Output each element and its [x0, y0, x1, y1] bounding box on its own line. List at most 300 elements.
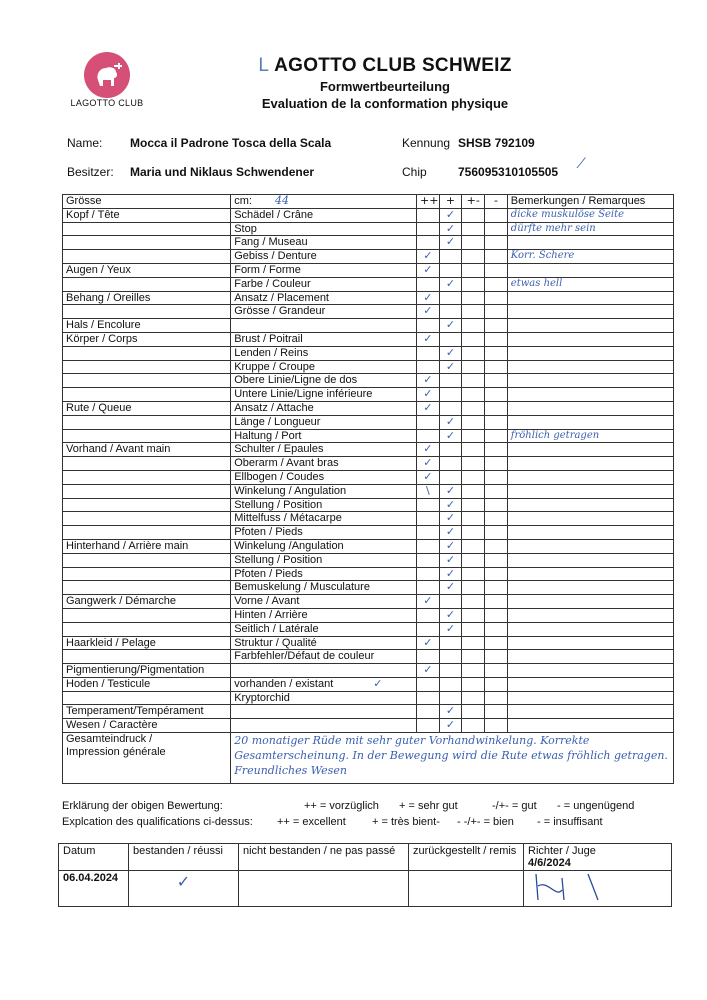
remark-cell: [507, 553, 673, 567]
criterion-cell: Mittelfuss / Métacarpe: [231, 512, 417, 526]
category-cell: Haarkleid / Pelage: [63, 636, 231, 650]
mark-good: [462, 567, 485, 581]
table-row: [63, 512, 674, 526]
deferred-label: zurückgestellt / remis: [409, 844, 524, 871]
mark-insufficient: [485, 595, 508, 609]
criterion-cell: Farbe / Couleur: [231, 277, 417, 291]
table-row: [63, 498, 674, 512]
remark-cell: [507, 595, 673, 609]
mark-excellent: [416, 512, 439, 526]
category-cell: [63, 236, 231, 250]
table-row: [63, 595, 674, 609]
mark-very-good: [439, 664, 462, 678]
failed-cell: [239, 871, 409, 907]
table-row: [63, 401, 674, 415]
remark-cell: [507, 291, 673, 305]
mark-good: [462, 664, 485, 678]
criterion-cell: Pfoten / Pieds: [231, 526, 417, 540]
table-row: [63, 567, 674, 581]
mark-excellent: [416, 526, 439, 540]
mark-very-good: [439, 636, 462, 650]
mark-good: [462, 526, 485, 540]
mark-very-good: [439, 443, 462, 457]
mark-excellent: ✓: [416, 291, 439, 305]
mark-good: [462, 484, 485, 498]
mark-very-good: ✓: [439, 553, 462, 567]
legend-german: Erklärung der obigen Bewertung: ++ = vorzüglich + = sehr gut -/+- = gut - = ungenügend: [62, 800, 635, 812]
mark-excellent: [416, 567, 439, 581]
remark-cell: fröhlich getragen: [507, 429, 673, 443]
table-row: [63, 526, 674, 540]
mark-insufficient: [485, 512, 508, 526]
owner-label: Besitzer:: [67, 165, 114, 179]
mark-very-good: [439, 250, 462, 264]
category-cell: [63, 388, 231, 402]
mark-very-good: ✓: [439, 526, 462, 540]
category-cell: [63, 581, 231, 595]
category-cell: [63, 374, 231, 388]
table-row: [63, 457, 674, 471]
mark-good: [462, 415, 485, 429]
mark-excellent: \: [416, 484, 439, 498]
mark-insufficient: [485, 236, 508, 250]
table-row: [63, 319, 674, 333]
result-value-row: [59, 871, 672, 907]
mark-insufficient: [485, 484, 508, 498]
passed-label: bestanden / réussi: [129, 844, 239, 871]
mark-excellent: ✓: [416, 332, 439, 346]
category-cell: Körper / Corps: [63, 332, 231, 346]
category-cell: [63, 305, 231, 319]
criterion-cell: Struktur / Qualité: [231, 636, 417, 650]
criterion-cell: Farbfehler/Défaut de couleur: [231, 650, 417, 664]
mark-very-good: [439, 291, 462, 305]
table-row: [63, 250, 674, 264]
criterion-cell: Winkelung / Angulation: [231, 484, 417, 498]
remark-cell: [507, 581, 673, 595]
legend-french: Explcation des qualifications ci-dessus: ++ = excellent + = très bient- - -/+- = bien - = insuffisant: [62, 816, 603, 828]
mark-insufficient: [485, 360, 508, 374]
mark-excellent: [416, 429, 439, 443]
category-cell: Rute / Queue: [63, 401, 231, 415]
criterion-cell: [231, 719, 417, 733]
category-cell: [63, 567, 231, 581]
mark-very-good: [439, 691, 462, 705]
criterion-cell: Brust / Poitrail: [231, 332, 417, 346]
category-cell: [63, 498, 231, 512]
table-row: [63, 539, 674, 553]
mark-excellent: ✓: [416, 470, 439, 484]
mark-good: [462, 277, 485, 291]
criterion-cell: Gebiss / Denture: [231, 250, 417, 264]
overall-text: 20 monatiger Rüde mit sehr guter Vorhandwinkelung. Korrekte Gesamterscheinung. In der Bewegung wird die Rute etwas fröhlich getragen. Freundliches Wesen: [231, 733, 674, 784]
passed-mark: ✓: [129, 871, 239, 907]
category-cell: Pigmentierung/Pigmentation: [63, 664, 231, 678]
mark-good: [462, 401, 485, 415]
mark-very-good: [439, 332, 462, 346]
mark-insufficient: [485, 305, 508, 319]
criterion-cell: [231, 705, 417, 719]
mark-very-good: ✓: [439, 498, 462, 512]
remark-cell: [507, 388, 673, 402]
remark-cell: [507, 457, 673, 471]
remark-cell: [507, 346, 673, 360]
mark-excellent: [416, 553, 439, 567]
category-cell: [63, 512, 231, 526]
mark-insufficient: [485, 332, 508, 346]
mark-excellent: [416, 539, 439, 553]
mark-excellent: [416, 705, 439, 719]
mark-very-good: ✓: [439, 222, 462, 236]
name-value: Mocca il Padrone Tosca della Scala: [130, 136, 332, 150]
criterion-cell: vorhanden / existant ✓: [231, 677, 417, 691]
criterion-cell: Stellung / Position: [231, 553, 417, 567]
mark-very-good: ✓: [439, 346, 462, 360]
mark-excellent: ✓: [416, 664, 439, 678]
mark-good: [462, 319, 485, 333]
criterion-cell: Winkelung /Angulation: [231, 539, 417, 553]
mark-good: [462, 346, 485, 360]
category-cell: [63, 691, 231, 705]
existant-mark: ✓: [373, 677, 383, 690]
mark-insufficient: [485, 608, 508, 622]
category-cell: [63, 470, 231, 484]
mark-very-good: [439, 470, 462, 484]
category-cell: Hoden / Testicule: [63, 677, 231, 691]
remark-cell: [507, 443, 673, 457]
mark-insufficient: [485, 277, 508, 291]
mark-insufficient: [485, 388, 508, 402]
mark-insufficient: [485, 250, 508, 264]
date-value: 06.04.2024: [59, 871, 129, 907]
mark-very-good: [439, 388, 462, 402]
criterion-cell: Grösse / Grandeur: [231, 305, 417, 319]
criterion-cell: Oberarm / Avant bras: [231, 457, 417, 471]
remark-cell: [507, 401, 673, 415]
mark-excellent: ✓: [416, 401, 439, 415]
mark-good: [462, 263, 485, 277]
criterion-cell: Kruppe / Croupe: [231, 360, 417, 374]
category-cell: Kopf / Tête: [63, 208, 231, 222]
mark-very-good: [439, 650, 462, 664]
header-size: Grösse: [63, 195, 231, 209]
mark-excellent: [416, 691, 439, 705]
mark-good: [462, 443, 485, 457]
table-row: [63, 664, 674, 678]
table-row: [63, 719, 674, 733]
header-insufficient: -: [485, 195, 508, 209]
mark-excellent: [416, 719, 439, 733]
remark-cell: [507, 332, 673, 346]
mark-insufficient: [485, 401, 508, 415]
criterion-cell: Seitlich / Latérale: [231, 622, 417, 636]
mark-good: [462, 222, 485, 236]
mark-insufficient: [485, 705, 508, 719]
criterion-cell: Untere Linie/Ligne inférieure: [231, 388, 417, 402]
dog-icon: [92, 62, 122, 90]
mark-good: [462, 691, 485, 705]
mark-excellent: ✓: [416, 595, 439, 609]
mark-insufficient: [485, 691, 508, 705]
remark-cell: [507, 470, 673, 484]
mark-good: [462, 470, 485, 484]
mark-excellent: [416, 360, 439, 374]
mark-very-good: ✓: [439, 622, 462, 636]
criterion-cell: Pfoten / Pieds: [231, 567, 417, 581]
mark-very-good: [439, 595, 462, 609]
mark-very-good: ✓: [439, 236, 462, 250]
category-cell: [63, 484, 231, 498]
mark-very-good: ✓: [439, 719, 462, 733]
table-row: [63, 677, 674, 691]
category-cell: Behang / Oreilles: [63, 291, 231, 305]
kennung-label: Kennung: [402, 136, 451, 150]
mark-good: [462, 291, 485, 305]
mark-insufficient: [485, 567, 508, 581]
mark-very-good: ✓: [439, 705, 462, 719]
remark-cell: [507, 526, 673, 540]
chip-label: Chip: [402, 165, 427, 179]
category-cell: [63, 346, 231, 360]
judge-cell: Richter / Juge 4/6/2024: [524, 844, 672, 871]
table-row: [63, 263, 674, 277]
table-row: [63, 691, 674, 705]
table-header-row: [63, 195, 674, 209]
judge-signature: [524, 871, 672, 907]
table-row: [63, 415, 674, 429]
criterion-cell: [231, 664, 417, 678]
mark-very-good: [439, 401, 462, 415]
category-cell: Augen / Yeux: [63, 263, 231, 277]
mark-excellent: ✓: [416, 374, 439, 388]
criterion-cell: Bemuskelung / Musculature: [231, 581, 417, 595]
mark-very-good: ✓: [439, 429, 462, 443]
mark-excellent: [416, 622, 439, 636]
remark-cell: [507, 608, 673, 622]
club-name: L AGOTTO CLUB SCHWEIZ: [258, 55, 512, 76]
mark-good: [462, 539, 485, 553]
category-cell: [63, 429, 231, 443]
header-remarks: Bemerkungen / Remarques: [507, 195, 673, 209]
chip-check-mark: ⁄: [580, 156, 583, 172]
criterion-cell: Vorne / Avant: [231, 595, 417, 609]
deferred-cell: [409, 871, 524, 907]
mark-excellent: ✓: [416, 388, 439, 402]
mark-excellent: [416, 277, 439, 291]
mark-good: [462, 705, 485, 719]
remark-cell: [507, 512, 673, 526]
remark-cell: [507, 360, 673, 374]
remark-cell: [507, 305, 673, 319]
mark-insufficient: [485, 622, 508, 636]
mark-insufficient: [485, 581, 508, 595]
header-very-good: +: [439, 195, 462, 209]
table-row: [63, 608, 674, 622]
mark-excellent: ✓: [416, 457, 439, 471]
mark-good: [462, 719, 485, 733]
mark-excellent: [416, 581, 439, 595]
remark-cell: dürfte mehr sein: [507, 222, 673, 236]
mark-good: [462, 374, 485, 388]
remark-cell: etwas hell: [507, 277, 673, 291]
mark-excellent: [416, 222, 439, 236]
mark-good: [462, 622, 485, 636]
remark-cell: [507, 719, 673, 733]
mark-insufficient: [485, 498, 508, 512]
mark-insufficient: [485, 263, 508, 277]
overall-impression-row: [63, 733, 674, 784]
mark-insufficient: [485, 664, 508, 678]
criterion-cell: Form / Forme: [231, 263, 417, 277]
mark-excellent: ✓: [416, 305, 439, 319]
table-row: [63, 705, 674, 719]
mark-good: [462, 457, 485, 471]
mark-good: [462, 250, 485, 264]
table-row: [63, 388, 674, 402]
result-header-row: [59, 844, 672, 871]
remark-cell: dicke muskulöse Seite: [507, 208, 673, 222]
mark-insufficient: [485, 677, 508, 691]
criterion-cell: Schädel / Crâne: [231, 208, 417, 222]
table-row: [63, 636, 674, 650]
remark-cell: [507, 664, 673, 678]
mark-insufficient: [485, 470, 508, 484]
category-cell: [63, 222, 231, 236]
criterion-cell: Länge / Longueur: [231, 415, 417, 429]
remark-cell: Korr. Schere: [507, 250, 673, 264]
remark-cell: [507, 705, 673, 719]
mark-insufficient: [485, 346, 508, 360]
category-cell: [63, 622, 231, 636]
table-row: [63, 291, 674, 305]
criterion-cell: Fang / Museau: [231, 236, 417, 250]
category-cell: Temperament/Tempérament: [63, 705, 231, 719]
remark-cell: [507, 539, 673, 553]
overall-label: Gesamteindruck / Impression générale: [63, 733, 231, 784]
mark-insufficient: [485, 636, 508, 650]
mark-excellent: [416, 677, 439, 691]
remark-cell: [507, 650, 673, 664]
mark-insufficient: [485, 319, 508, 333]
table-row: [63, 622, 674, 636]
table-row: [63, 277, 674, 291]
mark-insufficient: [485, 374, 508, 388]
mark-insufficient: [485, 291, 508, 305]
table-row: [63, 305, 674, 319]
mark-excellent: ✓: [416, 636, 439, 650]
table-row: [63, 222, 674, 236]
category-cell: [63, 250, 231, 264]
mark-very-good: ✓: [439, 484, 462, 498]
mark-good: [462, 650, 485, 664]
judge-date: 4/6/2024: [528, 857, 571, 869]
mark-good: [462, 360, 485, 374]
mark-very-good: ✓: [439, 567, 462, 581]
remark-cell: [507, 236, 673, 250]
remark-cell: [507, 691, 673, 705]
remark-cell: [507, 636, 673, 650]
criterion-cell: Kryptorchid: [231, 691, 417, 705]
category-cell: [63, 360, 231, 374]
mark-very-good: [439, 677, 462, 691]
failed-label: nicht bestanden / ne pas passé: [239, 844, 409, 871]
document-header: [220, 55, 550, 111]
category-cell: [63, 553, 231, 567]
table-row: [63, 208, 674, 222]
table-row: [63, 470, 674, 484]
mark-good: [462, 429, 485, 443]
mark-good: [462, 553, 485, 567]
table-row: [63, 650, 674, 664]
mark-good: [462, 208, 485, 222]
table-row: [63, 346, 674, 360]
criterion-cell: [231, 319, 417, 333]
evaluation-table: [62, 194, 674, 784]
category-cell: [63, 526, 231, 540]
criterion-cell: Haltung / Port: [231, 429, 417, 443]
criterion-cell: Stellung / Position: [231, 498, 417, 512]
mark-insufficient: [485, 526, 508, 540]
mark-very-good: ✓: [439, 581, 462, 595]
mark-good: [462, 595, 485, 609]
mark-very-good: [439, 374, 462, 388]
mark-insufficient: [485, 553, 508, 567]
mark-very-good: ✓: [439, 277, 462, 291]
mark-excellent: [416, 346, 439, 360]
mark-excellent: [416, 415, 439, 429]
mark-very-good: ✓: [439, 608, 462, 622]
mark-very-good: ✓: [439, 319, 462, 333]
category-cell: [63, 650, 231, 664]
criterion-cell: Stop: [231, 222, 417, 236]
mark-excellent: [416, 608, 439, 622]
remark-cell: [507, 484, 673, 498]
table-row: [63, 443, 674, 457]
mark-good: [462, 332, 485, 346]
mark-excellent: [416, 236, 439, 250]
category-cell: Hals / Encolure: [63, 319, 231, 333]
category-cell: Gangwerk / Démarche: [63, 595, 231, 609]
criterion-cell: Ansatz / Placement: [231, 291, 417, 305]
table-row: [63, 360, 674, 374]
mark-good: [462, 305, 485, 319]
table-row: [63, 332, 674, 346]
mark-very-good: ✓: [439, 360, 462, 374]
mark-excellent: [416, 498, 439, 512]
table-row: [63, 553, 674, 567]
name-label: Name:: [67, 136, 103, 150]
remark-cell: [507, 415, 673, 429]
mark-insufficient: [485, 222, 508, 236]
table-row: [63, 236, 674, 250]
mark-good: [462, 677, 485, 691]
rating-legend: [62, 800, 634, 832]
mark-insufficient: [485, 719, 508, 733]
remark-cell: [507, 374, 673, 388]
mark-good: [462, 498, 485, 512]
mark-good: [462, 636, 485, 650]
criterion-cell: Schulter / Epaules: [231, 443, 417, 457]
mark-very-good: [439, 305, 462, 319]
mark-insufficient: [485, 415, 508, 429]
subtitle-german: Formwertbeurteilung: [319, 79, 450, 94]
chip-value: 756095310105505: [458, 165, 559, 179]
category-cell: Vorhand / Avant main: [63, 443, 231, 457]
header-cm: cm: 44: [231, 195, 417, 209]
signature-icon: [528, 872, 648, 902]
mark-very-good: ✓: [439, 415, 462, 429]
category-cell: [63, 277, 231, 291]
